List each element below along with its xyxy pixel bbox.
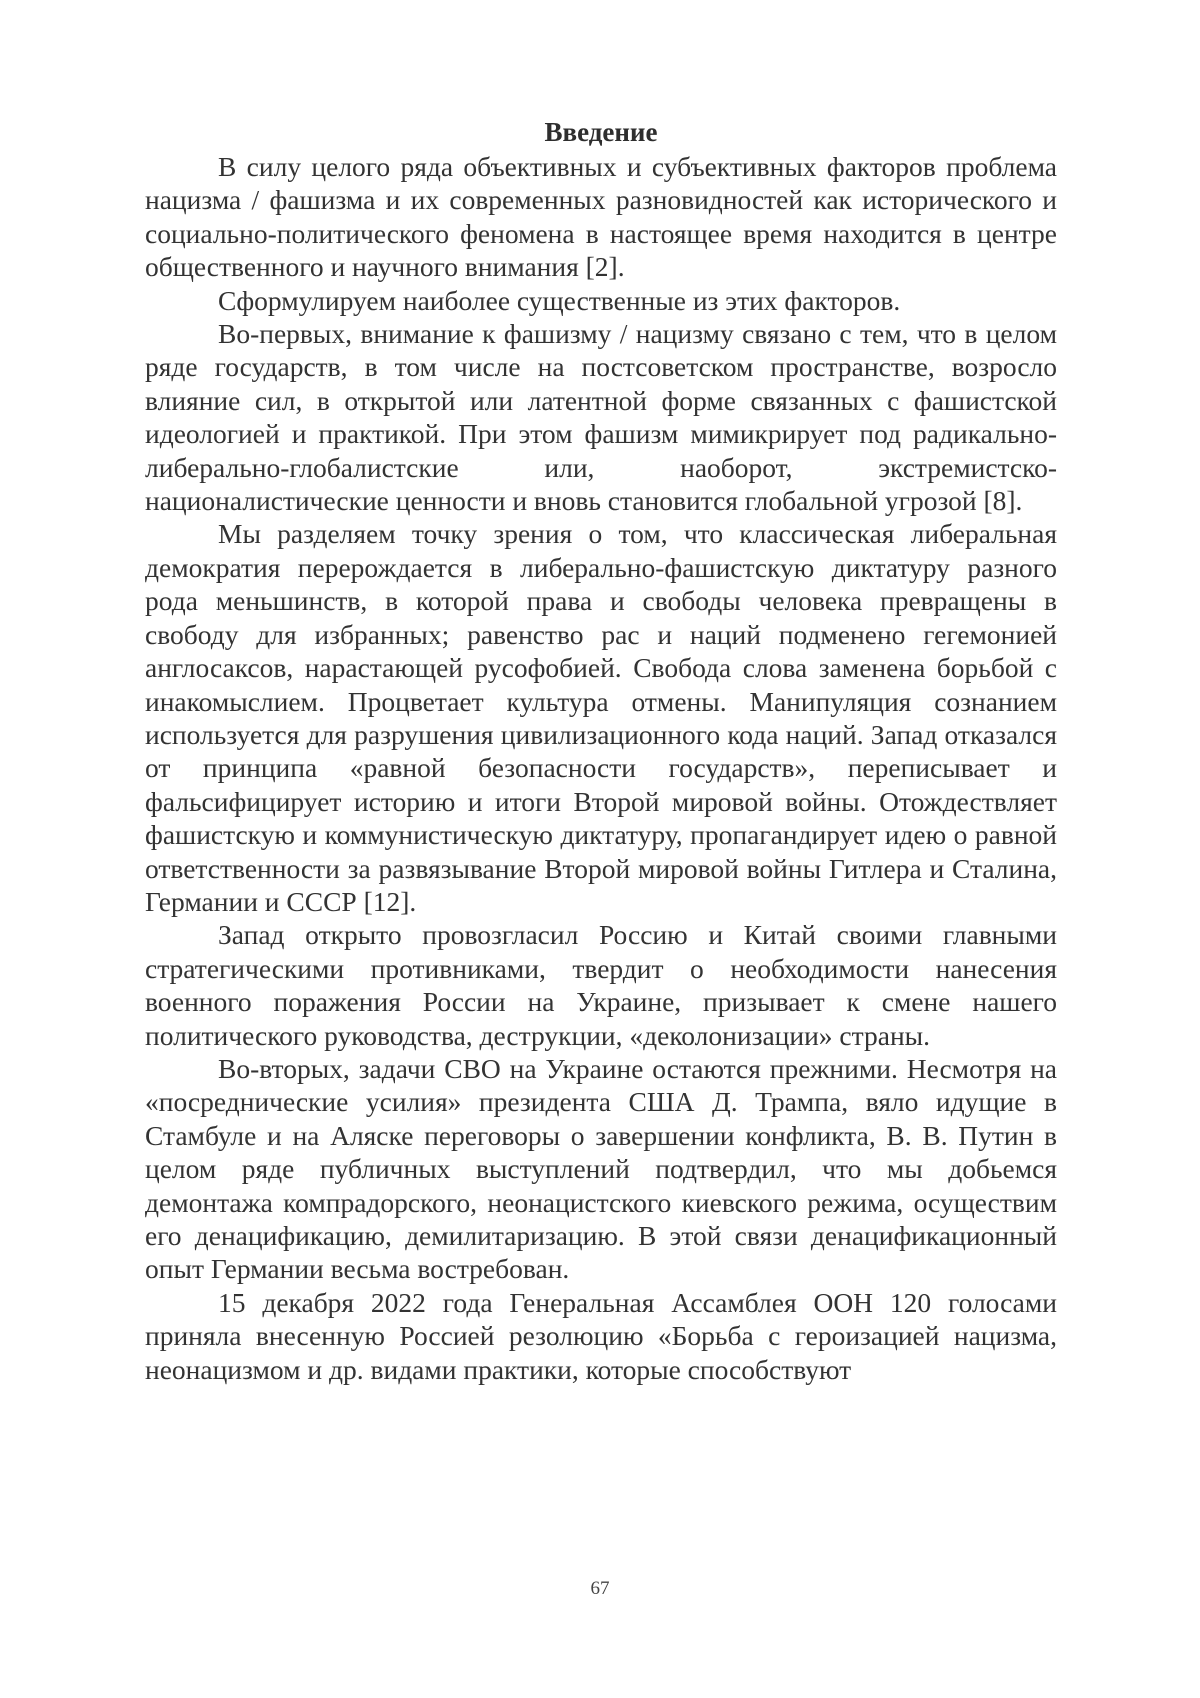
paragraph: 15 декабря 2022 года Генеральная Ассамблея ООН 120 голосами приняла внесенную Россией резолюцию «Борьба с героизацией нацизма, неонацизмом и др. видами практики, которые способствуют [145,1286,1057,1385]
paragraph: Мы разделяем точку зрения о том, что классическая либеральная демократия перерождается в либерально-фашистскую диктатуру разного рода меньшинств, в которой права и свободы человека превращены в свободу для избранных; равенство рас и наций подменено гегемонией англосаксов, нарастающей русофобией. Свобода слова заменена борьбой с инакомыслием. Процветает культура отмены. Манипуляция сознанием используется для разрушения цивилизационного кода наций. Запад отказался от принципа «равной безопасности государств», переписывает и фальсифицирует историю и итоги Второй мировой войны. Отождествляет фашистскую и коммунистическую диктатуру, пропагандирует идею о равной ответственности за развязывание Второй мировой войны Гитлера и Сталина, Германии и СССР [12]. [145,518,1057,917]
paragraph: Сформулируем наиболее существенные из этих факторов. [218,284,901,316]
paragraph: Запад открыто провозгласил Россию и Китай своими главными стратегическими противниками, твердит о необходимости нанесения военного поражения России на Украине, призывает к смене нашего политического руководства, деструкции, «деколонизации» страны. [145,919,1057,1051]
page-number: 67 [590,1578,610,1599]
page-content [145,114,1057,1386]
body-text [145,150,1057,1386]
section-heading: Введение [544,117,658,147]
paragraph: Во-первых, внимание к фашизму / нацизму связано с тем, что в целом ряде государств, в том числе на постсоветском пространстве, возросло влияние сил, в открытой или латентной форме связанных с фашистской идеологией и практикой. При этом фашизм мимикрирует под радикально-либерально-глобалистские или, наоборот, экстремистско-националистические ценности и вновь становится глобальной угрозой [8]. [145,318,1057,517]
paragraph: Во-вторых, задачи СВО на Украине остаются прежними. Несмотря на «посреднические усилия» президента США Д. Трампа, вяло идущие в Стамбуле и на Аляске переговоры о завершении конфликта, В. В. Путин в целом ряде публичных выступлений подтвердил, что мы добьемся демонтажа компрадорского, неонацистского киевского режима, осуществим его денацификацию, демилитаризацию. В этой связи денацификационный опыт Германии весьма востребован. [145,1052,1057,1285]
paragraph: В силу целого ряда объективных и субъективных факторов проблема нацизма / фашизма и их современных разновидностей как исторического и социально-политического феномена в настоящее время находится в центре общественного и научного внимания [2]. [145,151,1057,283]
